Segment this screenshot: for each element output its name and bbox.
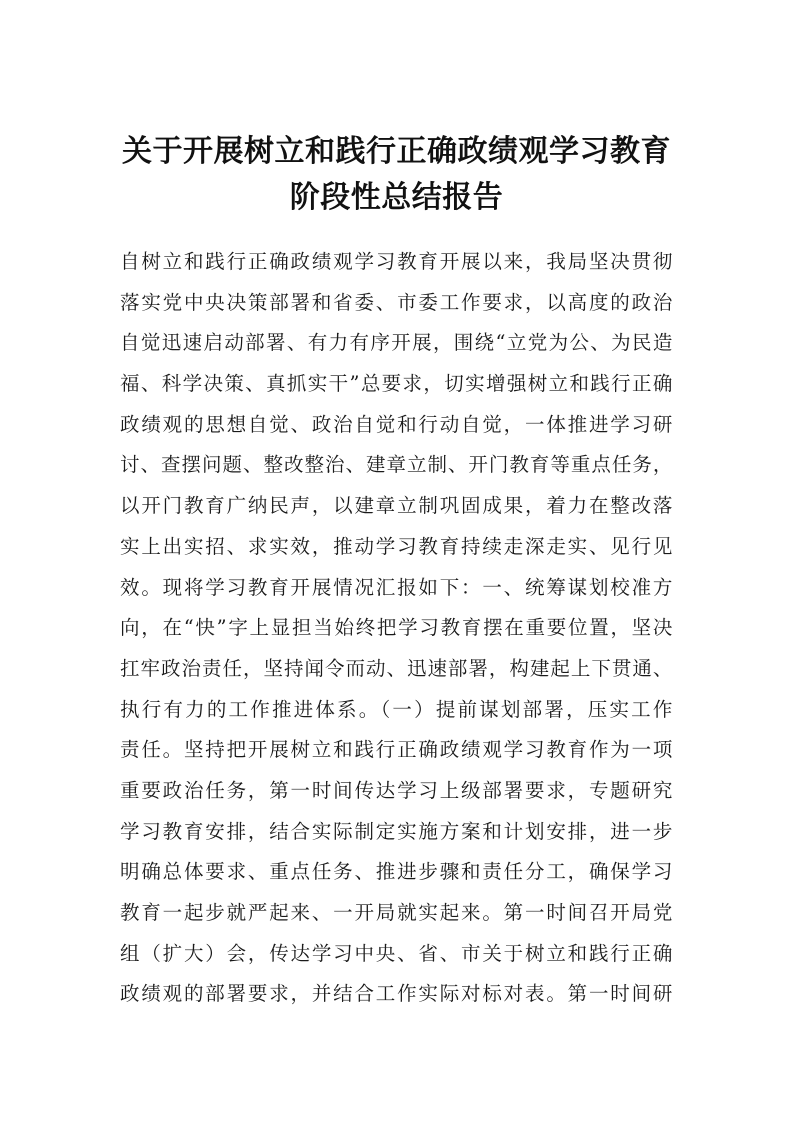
body-line: 福、科学决策、真抓实干”总要求，切实增强树立和践行正确: [120, 372, 673, 396]
body-line: 自树立和践行正确政绩观学习教育开展以来，我局坚决贯彻: [120, 250, 673, 273]
body-line: 教育一起步就严起来、一开局就实起来。第一时间召开局党: [120, 901, 673, 924]
body-line: 效。现将学习教育开展情况汇报如下：一、统筹谋划校准方: [120, 575, 673, 599]
body-line: 明确总体要求、重点任务、推进步骤和责任分工，确保学习: [120, 860, 673, 884]
body-line: 政绩观的思想自觉、政治自觉和行动自觉，一体推进学习研: [120, 412, 673, 436]
body-line: 自觉迅速启动部署、有力有序开展，围绕“立党为公、为民造: [120, 331, 673, 355]
body-line: 学习教育安排，结合实际制定实施方案和计划安排，进一步: [120, 819, 673, 843]
document-title-line-1: 关于开展树立和践行正确政绩观学习教育: [122, 134, 671, 169]
body-line: 组（扩大）会，传达学习中央、省、市关于树立和践行正确: [120, 941, 673, 965]
body-line: 落实党中央决策部署和省委、市委工作要求，以高度的政治: [120, 290, 673, 314]
document-body: [120, 242, 673, 1015]
body-line: 政绩观的部署要求，并结合工作实际对标对表。第一时间研: [120, 982, 673, 1006]
body-line: 责任。坚持把开展树立和践行正确政绩观学习教育作为一项: [120, 738, 673, 762]
body-line: 以开门教育广纳民声，以建章立制巩固成果，着力在整改落: [120, 494, 673, 518]
body-line: 重要政治任务，第一时间传达学习上级部署要求，专题研究: [120, 778, 673, 802]
body-line: 向，在“快”字上显担当始终把学习教育摆在重要位置，坚决: [120, 616, 673, 640]
document-title-line-2: 阶段性总结报告: [289, 180, 504, 215]
body-line: 扛牢政治责任，坚持闻令而动、迅速部署，构建起上下贯通、: [120, 656, 673, 680]
body-line: 实上出实招、求实效，推动学习教育持续走深走实、见行见: [120, 534, 673, 558]
body-line: 讨、查摆问题、整改整治、建章立制、开门教育等重点任务，: [120, 453, 673, 477]
body-line: 执行有力的工作推进体系。（一）提前谋划部署，压实工作: [120, 697, 673, 721]
